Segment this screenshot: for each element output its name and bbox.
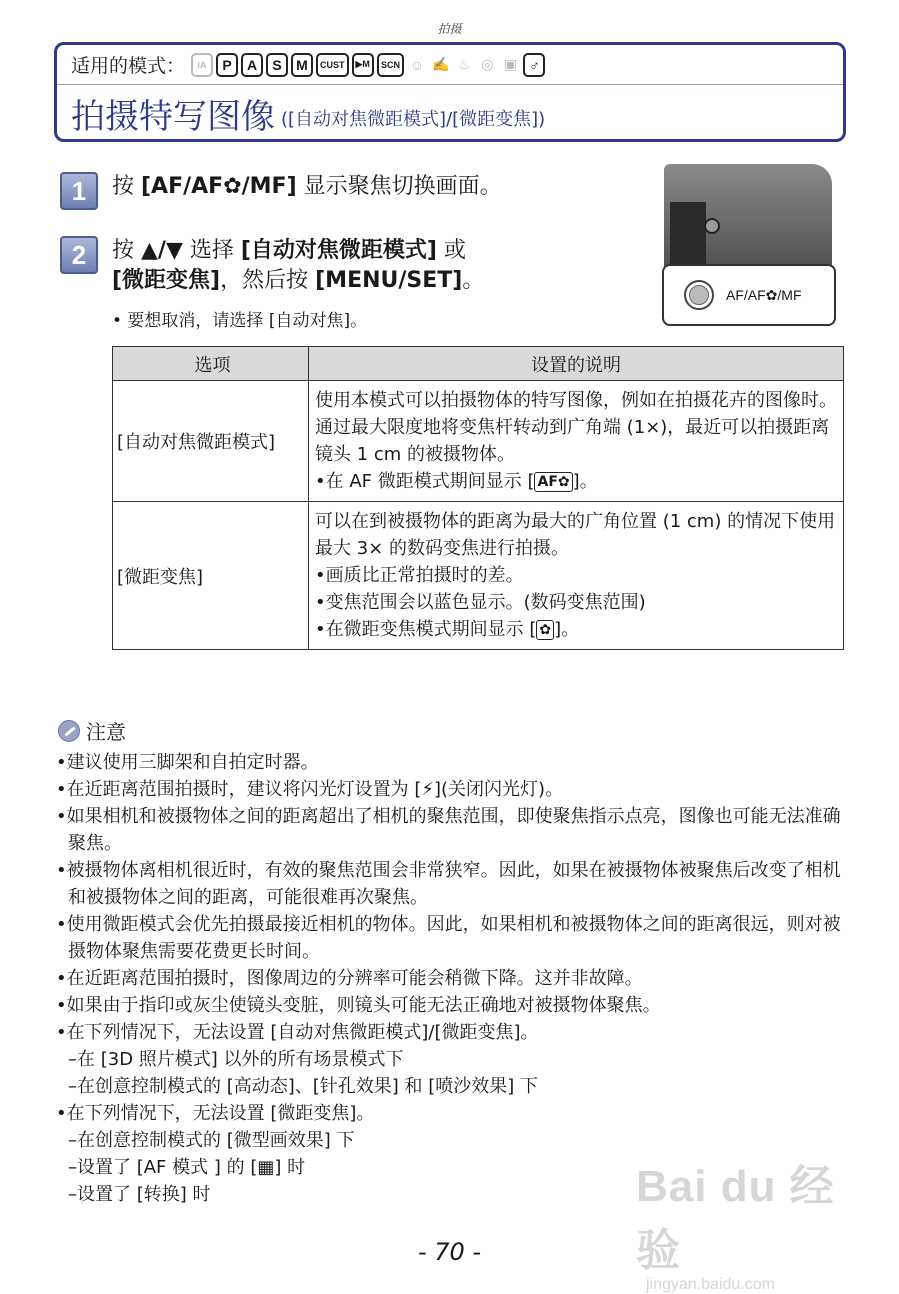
options-table [112, 346, 844, 650]
list-item: •如果相机和被摄物体之间的距离超出了相机的聚焦范围，即使聚焦指示点亮，图像也可能无法准确聚焦。 [56, 806, 841, 854]
list-item: •建议使用三脚架和自拍定时器。 [56, 752, 319, 773]
list-subitem: –在创意控制模式的 [微型画效果] 下 [68, 1130, 355, 1151]
notes-list [56, 749, 846, 1208]
mode-a-icon: A [241, 53, 263, 77]
bullet-suffix: ]。 [572, 471, 598, 492]
description-cell [309, 502, 844, 650]
mode-cust-icon: CUST [316, 53, 349, 77]
table-row [113, 381, 844, 502]
mode-landscape-icon: ✍ [431, 56, 450, 72]
list-subitem: –设置了 [AF 模式 ] 的 [▦] 时 [68, 1157, 306, 1178]
mode-sports-icon: ♨ [458, 56, 471, 72]
watermark-logo: Bai du 经验 [636, 1162, 835, 1275]
mode-scn-icon: SCN [377, 53, 404, 77]
step-note: • 要想取消，请选择 [自动对焦]。 [112, 311, 368, 331]
af-button-callout [662, 264, 836, 326]
step-2-or: 或 [437, 238, 466, 263]
list-subitem: –在创意控制模式的 [高动态]、[针孔效果] 和 [喷沙效果] 下 [68, 1076, 539, 1097]
list-item: •在下列情况下，无法设置 [自动对焦微距模式]/[微距变焦]。 [56, 1022, 539, 1043]
mode-creative-icon: ♂ [523, 53, 545, 77]
option-cell: [自动对焦微距模式] [113, 381, 309, 502]
notes-heading [58, 716, 846, 745]
step-1-text [112, 172, 502, 210]
step-1-prefix: 按 [112, 174, 141, 199]
camera-button [704, 218, 720, 234]
list-item: •在近距离范围拍摄时，图像周边的分辨率可能会稍微下降。这并非故障。 [56, 968, 643, 989]
list-item: •如果由于指印或灰尘使镜头变脏，则镜头可能无法正确地对被摄物体聚焦。 [56, 995, 661, 1016]
mode-movie-icon: ▶M [352, 53, 374, 77]
page-title: 拍摄特写图像 [71, 96, 275, 137]
description-text: 使用本模式可以拍摄物体的特写图像，例如在拍摄花卉的图像时。通过最大限度地将变焦杆转动到广角端 (1×)，最近可以拍摄距离镜头 1 cm 的被摄物体。 [315, 390, 837, 465]
step-2-menu-set: [MENU/SET] [315, 268, 463, 293]
step-2-mid2: ，然后按 [220, 268, 316, 293]
step-2-arrows: ▲/▼ [141, 238, 183, 263]
mode-night-icon: ▣ [503, 56, 517, 72]
step-1-suffix: 显示聚焦切换画面。 [296, 174, 502, 199]
mode-closeup-icon: ◎ [481, 56, 494, 72]
step-2-text [112, 236, 484, 296]
modes-label: 适用的模式： [71, 55, 186, 77]
table-header-description: 设置的说明 [309, 347, 844, 381]
step-2-option-1: [自动对焦微距模式] [240, 238, 437, 263]
description-bullet: •画质比正常拍摄时的差。 [315, 565, 524, 586]
table-header-option: 选项 [113, 347, 309, 381]
table-row [113, 502, 844, 650]
af-button-icon [684, 280, 714, 310]
step-2-prefix: 按 [112, 238, 141, 263]
section-tag: 拍摄 [437, 22, 462, 36]
list-item: •在下列情况下，无法设置 [微距变焦]。 [56, 1103, 375, 1124]
notes-heading-text: 注意 [86, 720, 126, 744]
bullet-prefix: •在微距变焦模式期间显示 [ [315, 619, 537, 640]
list-item: •使用微距模式会优先拍摄最接近相机的物体。因此，如果相机和被摄物体之间的距离很远，则对被摄物体聚焦需要花费更长时间。 [56, 914, 841, 962]
mode-p-icon: P [216, 53, 238, 77]
step-1-button-name: [AF/AF✿/MF] [141, 174, 297, 199]
macro-zoom-icon: ✿ [536, 620, 554, 640]
option-cell: [微距变焦] [113, 502, 309, 650]
applicable-modes-row [57, 45, 843, 85]
step-2-suffix: 。 [462, 268, 485, 293]
bullet-prefix: •在 AF 微距模式期间显示 [ [315, 471, 535, 492]
af-macro-icon: AF✿ [534, 472, 572, 492]
bullet-suffix: ]。 [554, 619, 580, 640]
description-bullet [315, 468, 837, 495]
page-subtitle: ([自动对焦微距模式]/[微距变焦]) [281, 109, 546, 130]
mode-s-icon: S [266, 53, 288, 77]
pencil-icon [58, 720, 80, 742]
list-subitem: –设置了 [转换] 时 [68, 1184, 211, 1205]
description-bullet [315, 616, 837, 643]
mode-ia-icon: iA [191, 53, 213, 77]
step-number-badge: 1 [60, 172, 98, 210]
description-text: 可以在到被摄物体的距离为最大的广角位置 (1 cm) 的情况下使用最大 3× 的数码变焦进行拍摄。 [315, 511, 836, 559]
list-item: •在近距离范围拍摄时，建议将闪光灯设置为 [⚡](关闭闪光灯)。 [56, 779, 564, 800]
page-number: - 70 - [417, 1238, 482, 1266]
af-button-label: AF/AF✿/MF [726, 286, 802, 303]
step-number-badge: 2 [60, 236, 98, 274]
watermark-url: jingyan.baidu.com [646, 1276, 775, 1293]
notes-section [56, 716, 846, 1208]
baidu-watermark [636, 1150, 856, 1293]
step-1 [60, 172, 502, 210]
list-item: •被摄物体离相机很近时，有效的聚焦范围会非常狭窄。因此，如果在被摄物体被聚焦后改变了相机和被摄物体之间的距离，可能很难再次聚焦。 [56, 860, 841, 908]
list-subitem: –在 [3D 照片模式] 以外的所有场景模式下 [68, 1049, 404, 1070]
step-2 [60, 236, 484, 296]
description-cell [309, 381, 844, 502]
camera-illustration [660, 164, 840, 328]
title-box [54, 42, 846, 142]
step-2-option-2: [微距变焦] [112, 268, 221, 293]
mode-m-icon: M [291, 53, 313, 77]
title-row [57, 85, 843, 141]
description-bullet: •变焦范围会以蓝色显示。(数码变焦范围) [315, 592, 646, 613]
step-2-mid: 选择 [182, 238, 241, 263]
mode-portrait-icon: ☺ [409, 56, 425, 73]
